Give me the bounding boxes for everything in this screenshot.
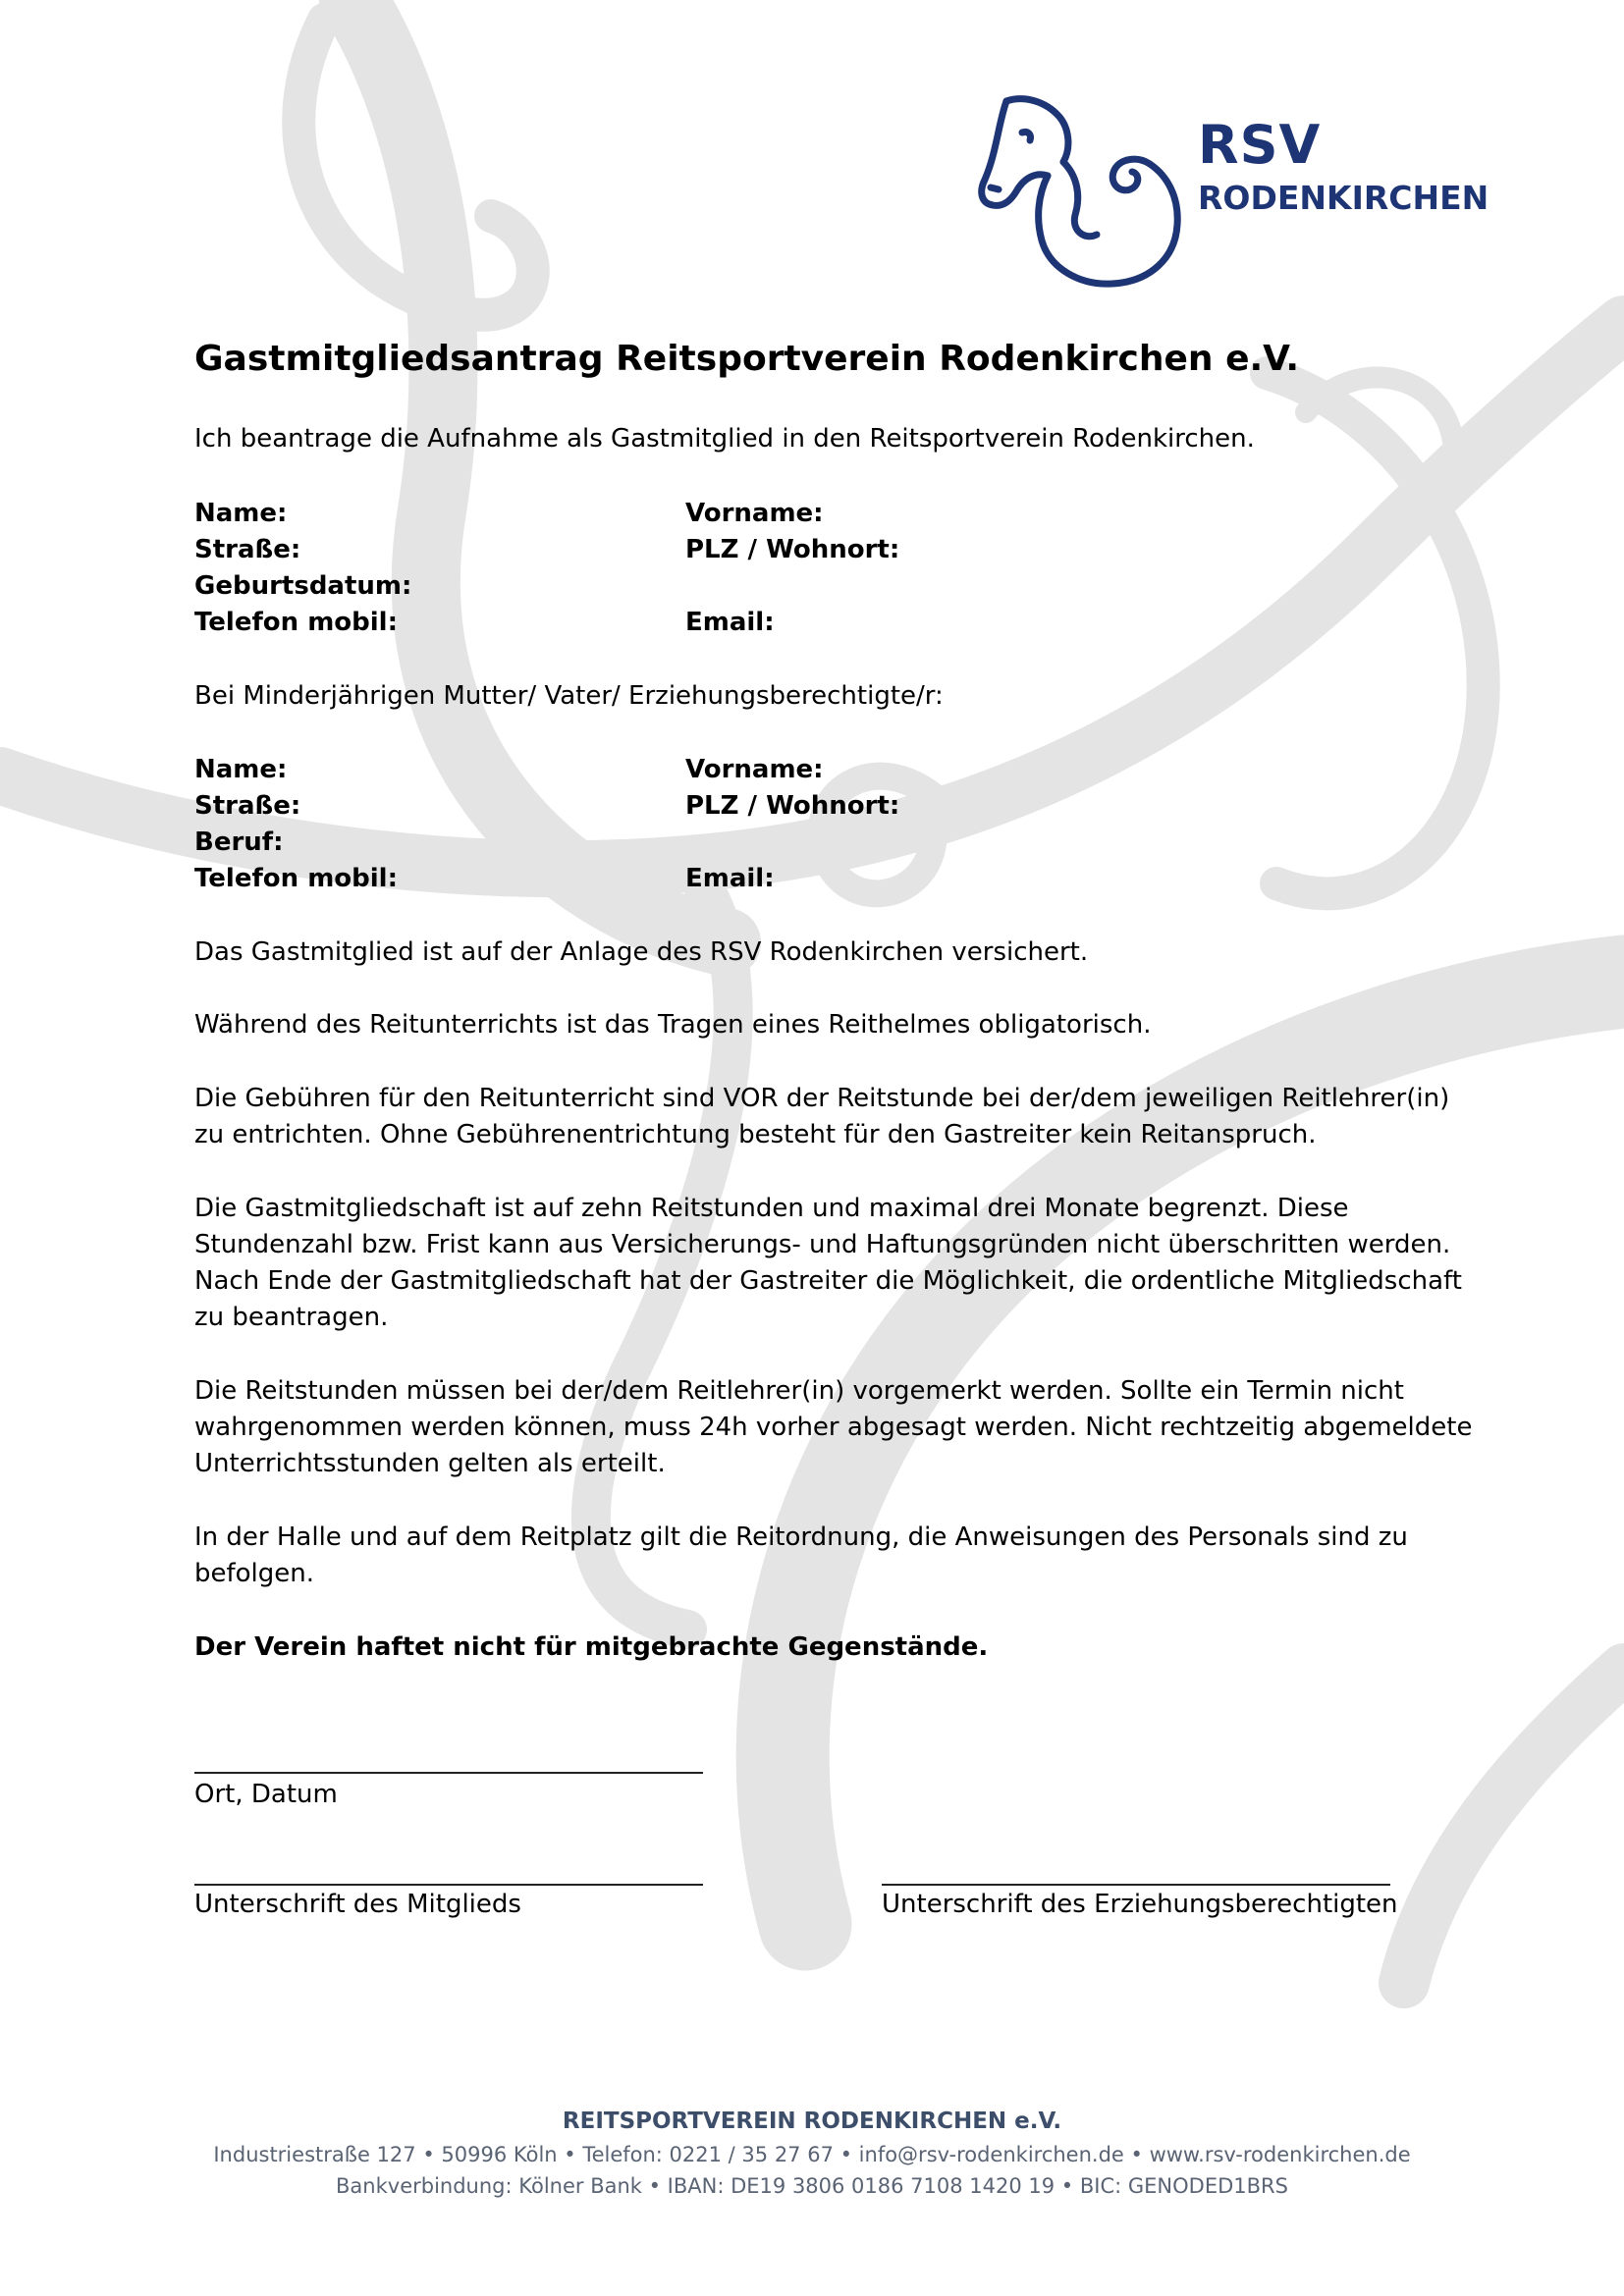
guardian-name-label: Name: (194, 755, 288, 784)
applicant-name-label: Name: (194, 499, 288, 528)
limit-paragraph-line: Stundenzahl bzw. Frist kann aus Versicherungs- und Haftungsgründen nicht überschritten werden. (194, 1230, 1451, 1259)
limit-paragraph-line: Nach Ende der Gastmitgliedschaft hat der Gastreiter die Möglichkeit, die ordentliche Mitgliedschaft (194, 1266, 1462, 1296)
applicant-plz-label: PLZ / Wohnort: (685, 535, 900, 564)
fees-paragraph-line: Die Gebühren für den Reitunterricht sind VOR der Reitstunde bei der/dem jeweiligen Reitlehrer(in) (194, 1084, 1450, 1113)
limit-paragraph-line: Die Gastmitgliedschaft ist auf zehn Reitstunden und maximal drei Monate begrenzt. Diese (194, 1194, 1349, 1223)
insurance-paragraph: Das Gastmitglied ist auf der Anlage des RSV Rodenkirchen versichert. (194, 937, 1089, 967)
booking-paragraph-line: Die Reitstunden müssen bei der/dem Reitlehrer(in) vorgemerkt werden. Sollte ein Termin nicht (194, 1376, 1404, 1406)
guardian-intro-text: Bei Minderjährigen Mutter/ Vater/ Erziehungsberechtigte/r: (194, 681, 944, 711)
guardian-street-label: Straße: (194, 791, 301, 821)
place-date-signature-line[interactable] (194, 1772, 703, 1774)
applicant-phone-label: Telefon mobil: (194, 608, 398, 637)
booking-paragraph-line: wahrgenommen werden können, muss 24h vorher abgesagt werden. Nicht rechtzeitig abgemeldete (194, 1413, 1473, 1442)
guardian-plz-label: PLZ / Wohnort: (685, 791, 900, 821)
guardian-vorname-label: Vorname: (685, 755, 824, 784)
guardian-signature-label: Unterschrift des Erziehungsberechtigten (882, 1890, 1398, 1919)
guardian-signature-line[interactable] (882, 1884, 1390, 1886)
guardian-phone-label: Telefon mobil: (194, 864, 398, 893)
footer-bank-line: Bankverbindung: Kölner Bank • IBAN: DE19 3806 0186 7108 1420 19 • BIC: GENODED1BRS (336, 2174, 1288, 2198)
document-title: Gastmitgliedsantrag Reitsportverein Rodenkirchen e.V. (194, 339, 1300, 379)
logo-rsv-text: RSV (1198, 114, 1322, 176)
applicant-street-label: Straße: (194, 535, 301, 564)
booking-paragraph-line: Unterrichtsstunden gelten als erteilt. (194, 1449, 666, 1478)
place-date-label: Ort, Datum (194, 1780, 338, 1809)
horse-head-logo-icon (977, 93, 1193, 290)
logo-rodenkirchen-text: RODENKIRCHEN (1198, 179, 1489, 217)
liability-notice: Der Verein haftet nicht für mitgebrachte Gegenstände. (194, 1632, 989, 1662)
footer-contact-line: Industriestraße 127 • 50996 Köln • Telefon: 0221 / 35 27 67 • info@rsv-rodenkirchen.de • www.rsv-rodenkirchen.de (213, 2143, 1411, 2166)
limit-paragraph-line: zu beantragen. (194, 1303, 389, 1332)
fees-paragraph-line: zu entrichten. Ohne Gebührenentrichtung besteht für den Gastreiter kein Reitanspruch. (194, 1120, 1317, 1149)
helmet-paragraph: Während des Reitunterrichts ist das Tragen eines Reithelmes obligatorisch. (194, 1010, 1152, 1040)
applicant-birthdate-label: Geburtsdatum: (194, 571, 412, 601)
rules-paragraph-line: In der Halle und auf dem Reitplatz gilt die Reitordnung, die Anweisungen des Personals sind zu (194, 1522, 1408, 1552)
member-signature-line[interactable] (194, 1884, 703, 1886)
member-signature-label: Unterschrift des Mitglieds (194, 1890, 521, 1919)
rules-paragraph-line: befolgen. (194, 1559, 315, 1588)
guardian-email-label: Email: (685, 864, 775, 893)
applicant-vorname-label: Vorname: (685, 499, 824, 528)
intro-text: Ich beantrage die Aufnahme als Gastmitglied in den Reitsportverein Rodenkirchen. (194, 424, 1255, 454)
footer-organization-name: REITSPORTVEREIN RODENKIRCHEN e.V. (562, 2109, 1062, 2134)
guardian-profession-label: Beruf: (194, 828, 284, 857)
applicant-email-label: Email: (685, 608, 775, 637)
